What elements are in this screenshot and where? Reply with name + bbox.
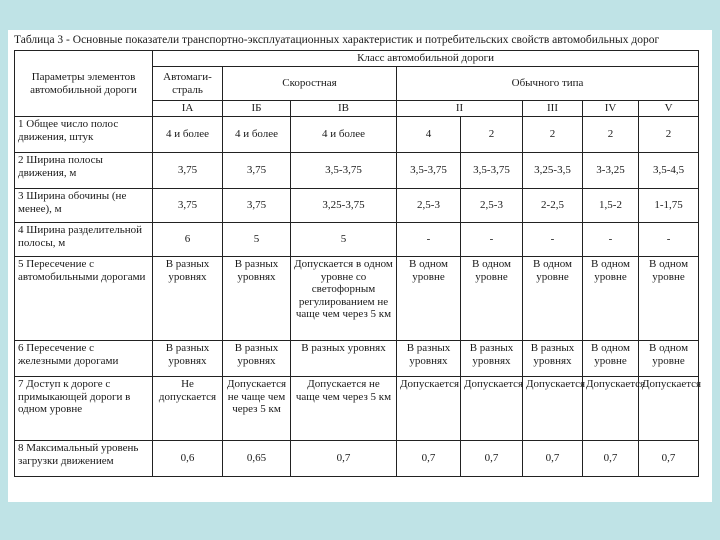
cell: 6	[153, 223, 223, 257]
cell: Допускается	[397, 377, 461, 441]
cell: 3,5-4,5	[639, 153, 699, 189]
cell: 4 и более	[153, 117, 223, 153]
row-label: 7 Доступ к дороге с примыкающей дороги в одном уровне	[15, 377, 153, 441]
cell: 0,7	[639, 441, 699, 477]
cell: 2-2,5	[523, 189, 583, 223]
cell: Допускается	[639, 377, 699, 441]
cell: В одном уровне	[639, 257, 699, 341]
row-label: 4 Ширина разделительной полосы, м	[15, 223, 153, 257]
table-row	[15, 441, 699, 477]
cell: 0,65	[223, 441, 291, 477]
cell: 3,5-3,75	[397, 153, 461, 189]
category-header: III	[523, 101, 583, 117]
cell: Допускается в одном уровне со светофорным регулированием не чаще чем через 5 км	[291, 257, 397, 341]
cell: 1-1,75	[639, 189, 699, 223]
category-header: IБ	[223, 101, 291, 117]
cell: В разных уровнях	[523, 341, 583, 377]
cell: В одном уровне	[461, 257, 523, 341]
cell: -	[523, 223, 583, 257]
cell: В разных уровнях	[223, 341, 291, 377]
table-row	[15, 117, 699, 153]
cell: 0,7	[291, 441, 397, 477]
cell: В одном уровне	[397, 257, 461, 341]
cell: 2	[583, 117, 639, 153]
cell: В одном уровне	[639, 341, 699, 377]
cell: 3,75	[153, 189, 223, 223]
table-row	[15, 153, 699, 189]
row-label: 8 Максимальный уровень загрузки движением	[15, 441, 153, 477]
table-caption: Таблица 3 - Основные показатели транспортно-эксплуатационных характеристик и потребительских свойств автомобильных дорог	[14, 34, 660, 46]
table-row	[15, 377, 699, 441]
road-parameters-table	[14, 50, 702, 477]
cell: 3,5-3,75	[291, 153, 397, 189]
category-header: IA	[153, 101, 223, 117]
cell: 5	[291, 223, 397, 257]
cell: Допускается	[461, 377, 523, 441]
cell: В разных уровнях	[153, 341, 223, 377]
cell: 0,7	[397, 441, 461, 477]
table-row	[15, 223, 699, 257]
cell: -	[397, 223, 461, 257]
table-row	[15, 257, 699, 341]
cell: В разных уровнях	[397, 341, 461, 377]
cell: 3-3,25	[583, 153, 639, 189]
express-header: Скоростная	[223, 67, 397, 101]
cell: В разных уровнях	[291, 341, 397, 377]
table-row	[15, 189, 699, 223]
cell: Не допускается	[153, 377, 223, 441]
row-label: 6 Пересечение с железными дорогами	[15, 341, 153, 377]
highway-header: Автомаги-страль	[153, 67, 223, 101]
category-header: IB	[291, 101, 397, 117]
cell: 0,7	[461, 441, 523, 477]
cell: -	[583, 223, 639, 257]
cell: 4 и более	[223, 117, 291, 153]
cell: 3,75	[153, 153, 223, 189]
cell: 4	[397, 117, 461, 153]
cell: Допускается	[583, 377, 639, 441]
cell: 3,5-3,75	[461, 153, 523, 189]
cell: В разных уровнях	[153, 257, 223, 341]
cell: -	[639, 223, 699, 257]
row-label: 2 Ширина полосы движения, м	[15, 153, 153, 189]
regular-header: Обычного типа	[397, 67, 699, 101]
category-header: V	[639, 101, 699, 117]
cell: 2,5-3	[397, 189, 461, 223]
cell: В разных уровнях	[223, 257, 291, 341]
cell: Допускается	[523, 377, 583, 441]
category-header: II	[397, 101, 523, 117]
table-row	[15, 341, 699, 377]
cell: В одном уровне	[523, 257, 583, 341]
cell: В разных уровнях	[461, 341, 523, 377]
category-header: IV	[583, 101, 639, 117]
cell: -	[461, 223, 523, 257]
cell: 3,25-3,75	[291, 189, 397, 223]
cell: Допускается не чаще чем через 5 км	[291, 377, 397, 441]
cell: 2	[523, 117, 583, 153]
cell: 4 и более	[291, 117, 397, 153]
cell: 0,7	[583, 441, 639, 477]
cell: В одном уровне	[583, 341, 639, 377]
row-label: 1 Общее число полос движения, штук	[15, 117, 153, 153]
param-header: Параметры элементов автомобильной дороги	[15, 51, 153, 117]
cell: 2	[639, 117, 699, 153]
cell: 0,6	[153, 441, 223, 477]
cell: 2	[461, 117, 523, 153]
cell: 1,5-2	[583, 189, 639, 223]
cell: В одном уровне	[583, 257, 639, 341]
cell: 3,75	[223, 153, 291, 189]
cell: Допускается не чаще чем через 5 км	[223, 377, 291, 441]
class-group-header: Класс автомобильной дороги	[153, 51, 699, 67]
cell: 2,5-3	[461, 189, 523, 223]
cell: 0,7	[523, 441, 583, 477]
cell: 3,75	[223, 189, 291, 223]
cell: 3,25-3,5	[523, 153, 583, 189]
row-label: 5 Пересечение с автомобильными дорогами	[15, 257, 153, 341]
cell: 5	[223, 223, 291, 257]
row-label: 3 Ширина обочины (не менее), м	[15, 189, 153, 223]
